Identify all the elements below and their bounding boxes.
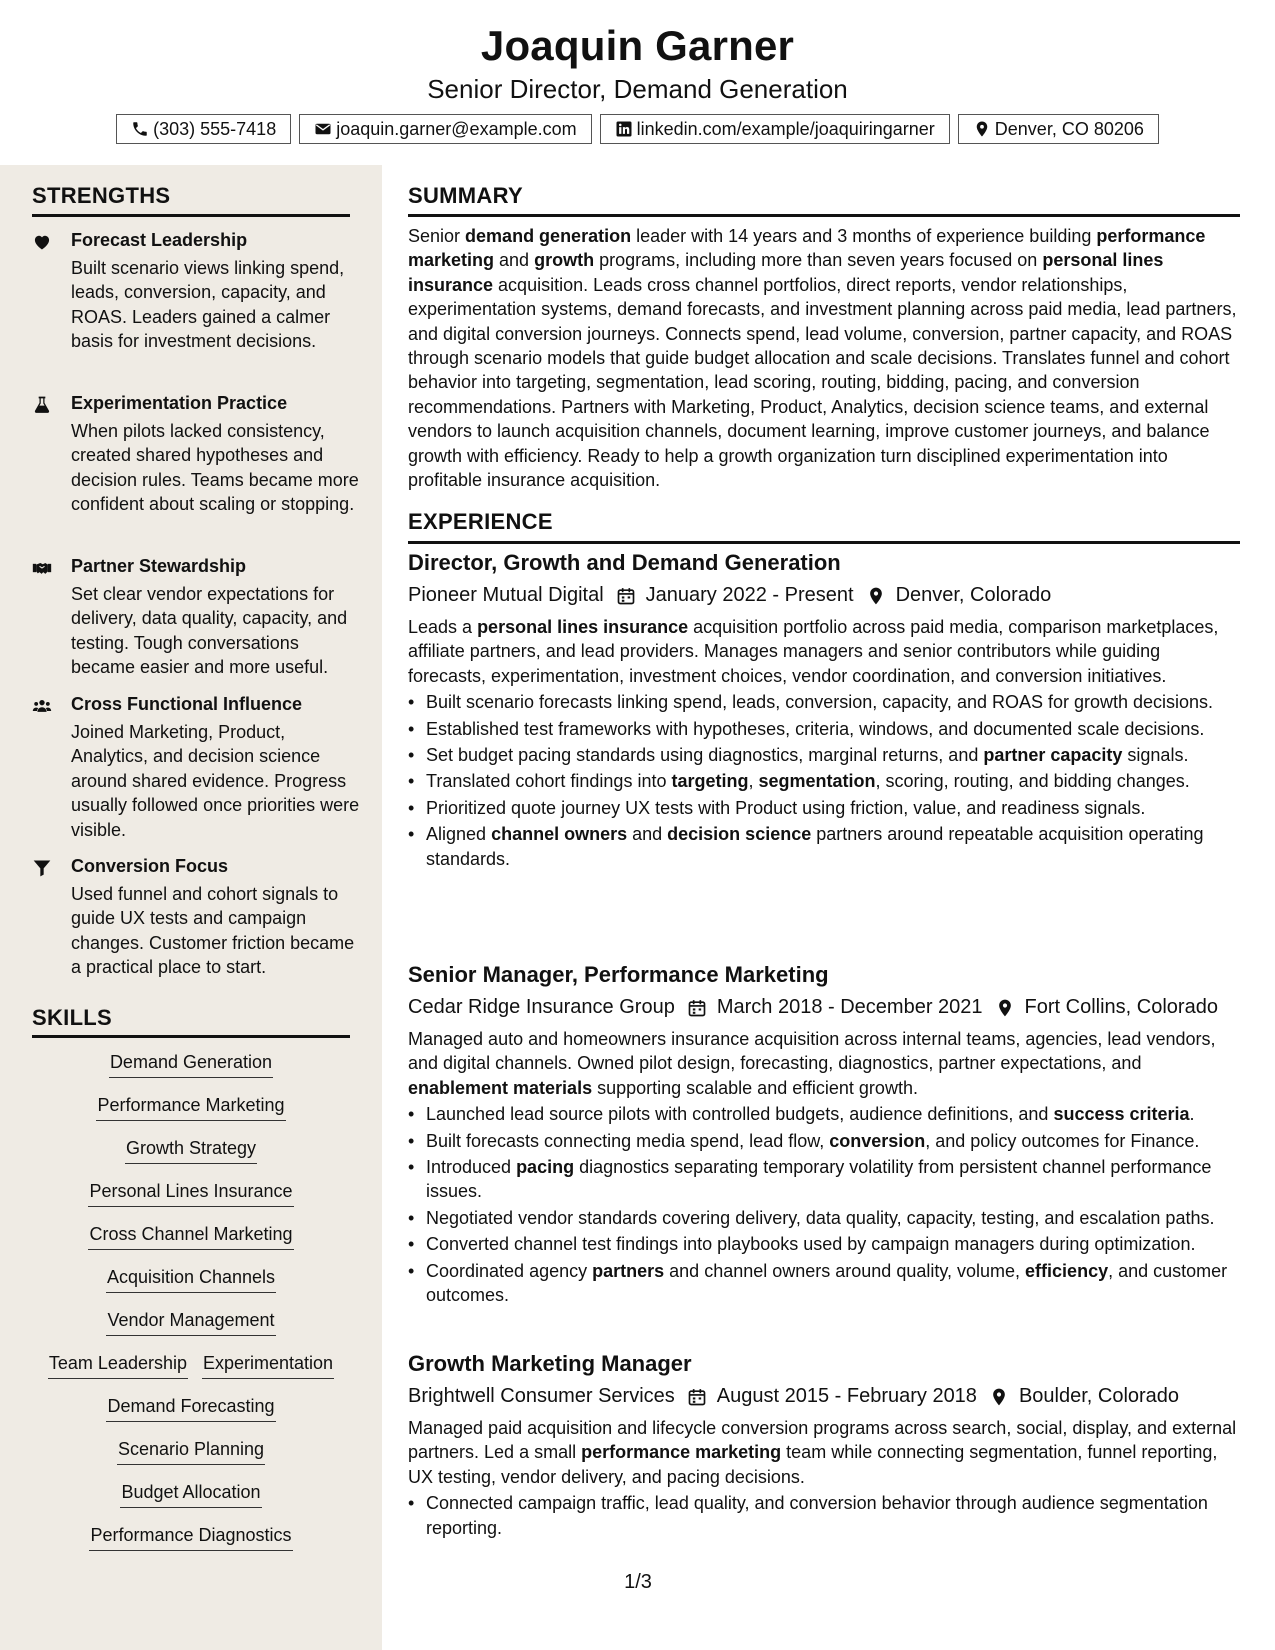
text-run: acquisition portfolio across paid media, comparison marketplaces, affiliate partners, and lead providers. Manages managers and senior contributors while guiding forecasts, experimentation, investment choices, vendor coordination, and conversion initiatives. [408,617,1219,686]
skill-row [32,1051,350,1078]
strength-body: Built scenario views linking spend, leads, conversion, capacity, and ROAS. Leaders gained a calmer basis for investment decisions. [71,258,345,352]
bold-phrase: performance marketing [408,226,1206,271]
text-run: Built scenario forecasts linking spend, leads, conversion, capacity, and ROAS for growth decisions. [426,692,1214,713]
filter-icon [32,858,52,878]
skill-tag: Scenario Planning [117,1438,265,1465]
text-run: and channel owners around quality, volume, [664,1260,1026,1281]
bold-phrase: growth [534,250,595,271]
page-number: 1/3 [624,1571,652,1593]
skill-tag: Vendor Management [106,1309,275,1336]
text-run: , [748,771,759,792]
job-entry [408,550,1240,873]
strength-body: Joined Marketing, Product, Analytics, and decision science around shared evidence. Progress usually followed once priorities were visible. [71,722,360,840]
text-run: Set budget pacing standards using diagnostics, marginal returns, and [426,745,984,766]
job-company: Pioneer Mutual Digital [408,584,604,606]
experience-heading: EXPERIENCE [408,509,553,534]
bold-phrase: targeting [671,771,749,792]
bold-phrase: decision science [667,824,812,845]
text-run: . [1189,1104,1195,1125]
skill-tag: Demand Generation [109,1051,273,1078]
bold-phrase: personal lines insurance [477,617,689,637]
strength-body: Set clear vendor expectations for delivery, data quality, capacity, and testing. Tough conversations became easier and more useful. [71,584,348,678]
job-bullet [408,1259,1240,1308]
job-dates: March 2018 - December 2021 [716,996,983,1018]
job-meta [408,1385,1240,1408]
text-run: Connected campaign traffic, lead quality, and conversion behavior through audience segmentation reporting. [426,1493,1208,1538]
contact-phone-text: (303) 555-7418 [153,118,277,139]
text-run: and [627,824,668,845]
map-pin-icon [973,120,991,138]
job-dates: January 2022 - Present [645,584,854,606]
skill-tag: Cross Channel Marketing [88,1223,293,1250]
bold-phrase: conversion [829,1130,926,1151]
text-run: signals. [1122,745,1189,766]
skill-tag: Demand Forecasting [106,1395,275,1422]
users-icon [32,696,52,716]
job-bullets [408,1491,1240,1540]
job-description [408,1027,1240,1100]
bold-phrase: success criteria [1053,1104,1190,1125]
job-bullet [408,796,1240,820]
contact-linkedin[interactable] [600,114,950,144]
job-bullet [408,690,1240,714]
skill-row [32,1266,350,1293]
job-location: Boulder, Colorado [1018,1385,1180,1407]
envelope-icon [314,120,332,138]
skill-row [32,1309,350,1336]
strength-title: Conversion Focus [71,856,229,876]
job-bullets [408,1102,1240,1307]
skill-row [32,1137,350,1164]
skill-row [32,1180,350,1207]
job-meta [408,996,1240,1019]
linkedin-icon [615,120,633,138]
text-run: , and customer outcomes. [426,1260,1228,1306]
skill-row [32,1524,350,1551]
text-run: partners around repeatable acquisition operating standards. [426,824,1204,869]
bold-phrase: partner capacity [983,745,1123,766]
strength-title: Partner Stewardship [71,556,247,576]
skill-tag: Performance Diagnostics [89,1524,292,1551]
job-description [408,615,1240,688]
text-run: Built forecasts connecting media spend, lead flow, [426,1130,830,1151]
job-company: Brightwell Consumer Services [408,1385,675,1407]
map-pin-icon [989,1387,1009,1407]
strength-body: Used funnel and cohort signals to guide UX tests and campaign changes. Customer friction became a practical place to start. [71,884,355,978]
calendar-icon [687,998,707,1018]
map-pin-icon [995,998,1015,1018]
skill-tag: Acquisition Channels [106,1266,276,1293]
job-location: Denver, Colorado [895,584,1052,606]
job-bullet [408,1102,1240,1126]
skills-divider [32,1035,350,1038]
contact-email-text: joaquin.garner@example.com [336,118,577,139]
contact-phone[interactable] [116,114,291,144]
text-run: Translated cohort findings into [426,771,672,792]
bold-phrase: partners [592,1260,665,1281]
phone-icon [131,120,149,138]
text-run: , scoring, routing, and bidding changes. [875,771,1190,792]
skill-tag: Experimentation [202,1352,334,1379]
contact-bar [0,114,1275,144]
job-bullet [408,1129,1240,1153]
skills-heading: SKILLS [32,1005,113,1030]
candidate-name: Joaquin Garner [480,22,795,69]
bold-phrase: performance marketing [581,1442,782,1463]
job-description [408,1416,1240,1489]
text-run: Leads a [408,617,478,637]
job-bullets [408,690,1240,871]
strengths-heading: STRENGTHS [32,183,171,208]
text-run: diagnostics separating temporary volatility from persistent channel performance issues. [426,1157,1212,1202]
job-bullet [408,822,1240,871]
skill-tag: Growth Strategy [125,1137,257,1164]
job-dates: August 2015 - February 2018 [716,1385,977,1407]
job-bullet [408,743,1240,767]
candidate-title: Senior Director, Demand Generation [427,74,848,104]
calendar-icon [616,586,636,606]
bold-phrase: enablement materials [408,1077,593,1098]
skill-tag: Performance Marketing [96,1094,285,1121]
summary-heading: SUMMARY [408,183,523,208]
bold-phrase: demand generation [465,226,632,246]
bold-phrase: efficiency [1025,1260,1109,1281]
map-pin-icon [866,586,886,606]
calendar-icon [687,1387,707,1407]
skill-row [32,1438,350,1465]
text-run: Prioritized quote journey UX tests with Product using friction, value, and readiness signals. [426,797,1146,818]
skill-row [32,1352,350,1379]
flask-icon [32,395,52,415]
skill-row [32,1395,350,1422]
text-run: leader with 14 years and 3 months of experience building [631,226,1097,246]
job-location: Fort Collins, Colorado [1024,996,1218,1018]
job-bullet [408,717,1240,741]
job-bullet [408,1232,1240,1256]
job-bullet [408,1491,1240,1540]
text-run: Introduced [426,1157,517,1178]
text-run: team while connecting segmentation, funnel reporting, UX testing, vendor delivery, and pacing decisions. [408,1442,1218,1487]
skill-tag: Budget Allocation [120,1481,261,1508]
bold-phrase: channel owners [491,824,628,845]
strength-title: Experimentation Practice [71,393,288,413]
job-company: Cedar Ridge Insurance Group [408,996,675,1018]
job-title: Growth Marketing Manager [408,1351,692,1376]
skill-tag: Team Leadership [48,1352,188,1379]
bold-phrase: segmentation [758,771,876,792]
job-title: Director, Growth and Demand Generation [408,550,841,575]
job-meta [408,584,1240,607]
text-run: acquisition. Leads cross channel portfolios, direct reports, vendor relationships, experimentation systems, demand forecasts, and investment planning across paid media, lead partners, and digital conversion journeys. Connects spend, lead volume, conversion, partner capacity, and ROAS through scenario models that guide budget allocation and scale decisions. Translates funnel and cohort behavior into targeting, segmentation, lead scoring, routing, bidding, pacing, and conversion recommendations. Partners with Marketing, Product, Analytics, decision science teams, and external vendors to launch acquisition channels, document learning, improve customer journeys, and balance growth with efficiency. Ready to help a growth organization turn disciplined experimentation into profitable insurance acquisition. [408,274,1237,491]
skill-row [32,1223,350,1250]
text-run: Aligned [426,824,492,845]
text-run: and [494,250,535,271]
text-run: Managed auto and homeowners insurance acquisition across internal teams, agencies, lead vendors, and digital channels. Owned pilot design, forecasting, diagnostics, partner expectations, and [408,1029,1216,1074]
bold-phrase: personal lines insurance [408,250,1164,295]
contact-location [958,114,1159,144]
skill-row [32,1094,350,1121]
text-run: Negotiated vendor standards covering delivery, data quality, capacity, testing, and escalation paths. [426,1207,1215,1228]
skills-list [32,1051,350,1551]
text-run: , and policy outcomes for Finance. [925,1130,1200,1151]
text-run: supporting scalable and efficient growth. [592,1077,918,1098]
skill-tag: Personal Lines Insurance [88,1180,293,1207]
experience-divider [408,541,1240,544]
summary-divider [408,214,1240,217]
contact-location-text: Denver, CO 80206 [994,118,1144,139]
job-bullet [408,769,1240,793]
job-entry [408,962,1240,1309]
heart-icon [32,232,52,252]
strength-body: When pilots lacked consistency, created shared hypotheses and decision rules. Teams became more confident about scaling or stopping. [71,421,359,515]
contact-linkedin-text: linkedin.com/example/joaquiringarner [636,118,935,139]
resume-header [0,0,1275,165]
job-title: Senior Manager, Performance Marketing [408,962,829,987]
skill-row [32,1481,350,1508]
text-run: Senior [408,226,466,246]
text-run: Launched lead source pilots with controlled budgets, audience definitions, and [426,1104,1054,1125]
strength-title: Cross Functional Influence [71,694,303,714]
text-run: programs, including more than seven years focused on [594,250,1043,271]
job-bullet [408,1155,1240,1204]
bold-phrase: pacing [516,1157,575,1178]
strength-title: Forecast Leadership [71,230,248,250]
text-run: Established test frameworks with hypotheses, criteria, windows, and documented scale decisions. [426,718,1205,739]
strengths-divider [32,214,350,217]
contact-email[interactable] [299,114,591,144]
handshake-icon [32,558,52,578]
text-run: Coordinated agency [426,1260,593,1281]
text-run: Managed paid acquisition and lifecycle conversion programs across search, social, display, and external partners. Led a small [408,1418,1237,1463]
text-run: Converted channel test findings into playbooks used by campaign managers during optimization. [426,1234,1196,1255]
summary-text [408,224,1240,492]
job-bullet [408,1206,1240,1230]
job-entry [408,1351,1240,1542]
